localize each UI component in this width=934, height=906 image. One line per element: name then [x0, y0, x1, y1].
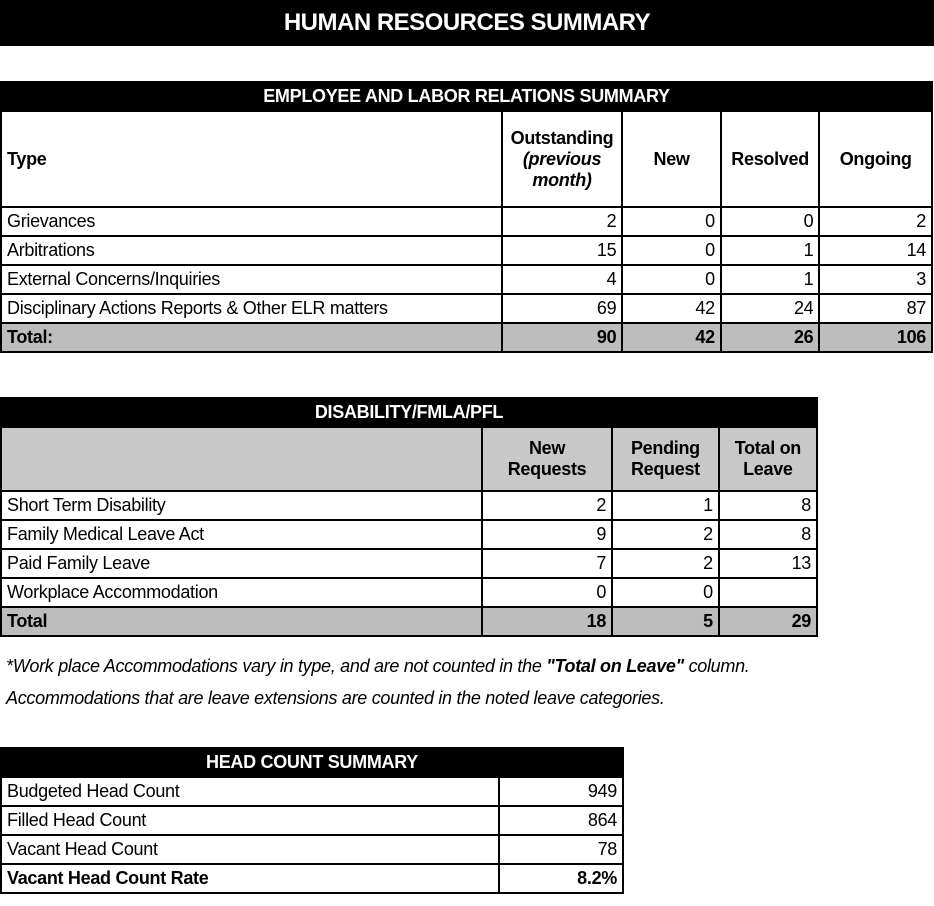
col-ongoing: Ongoing — [819, 111, 932, 207]
table-row: Filled Head Count 864 — [1, 806, 623, 835]
footnote-line-2: Accommodations that are leave extensions are counted in the noted leave categories. — [6, 688, 665, 708]
headcount-title: HEAD COUNT SUMMARY — [1, 748, 623, 777]
table-row: Budgeted Head Count 949 — [1, 777, 623, 806]
table-row: Arbitrations 15 0 1 14 — [1, 236, 932, 265]
table-row: Short Term Disability 2 1 8 — [1, 491, 817, 520]
footnote-line-1: *Work place Accommodations vary in type, and are not counted in the "Total on Leave" column. — [6, 656, 750, 676]
total-row: Total 18 5 29 — [1, 607, 817, 636]
disability-table — [0, 397, 818, 637]
elr-title: EMPLOYEE AND LABOR RELATIONS SUMMARY — [1, 82, 932, 111]
col-new-requests: New Requests — [482, 427, 612, 491]
table-row: Disciplinary Actions Reports & Other ELR matters 69 42 24 87 — [1, 294, 932, 323]
headcount-table — [0, 747, 624, 894]
col-new: New — [622, 111, 721, 207]
table-row: External Concerns/Inquiries 4 0 1 3 — [1, 265, 932, 294]
col-outstanding: Outstanding (previous month) — [502, 111, 623, 207]
col-resolved: Resolved — [721, 111, 820, 207]
elr-table — [0, 81, 933, 353]
col-type-blank — [1, 427, 482, 491]
disability-title: DISABILITY/FMLA/PFL — [1, 398, 817, 427]
page-title: HUMAN RESOURCES SUMMARY — [0, 0, 934, 46]
col-total-on-leave: Total on Leave — [719, 427, 817, 491]
table-row: Grievances 2 0 0 2 — [1, 207, 932, 236]
rate-row: Vacant Head Count Rate 8.2% — [1, 864, 623, 893]
total-row: Total: 90 42 26 106 — [1, 323, 932, 352]
table-row: Paid Family Leave 7 2 13 — [1, 549, 817, 578]
table-row: Workplace Accommodation 0 0 — [1, 578, 817, 607]
col-pending: Pending Request — [612, 427, 719, 491]
table-row: Family Medical Leave Act 9 2 8 — [1, 520, 817, 549]
table-row: Vacant Head Count 78 — [1, 835, 623, 864]
col-type: Type — [1, 111, 502, 207]
